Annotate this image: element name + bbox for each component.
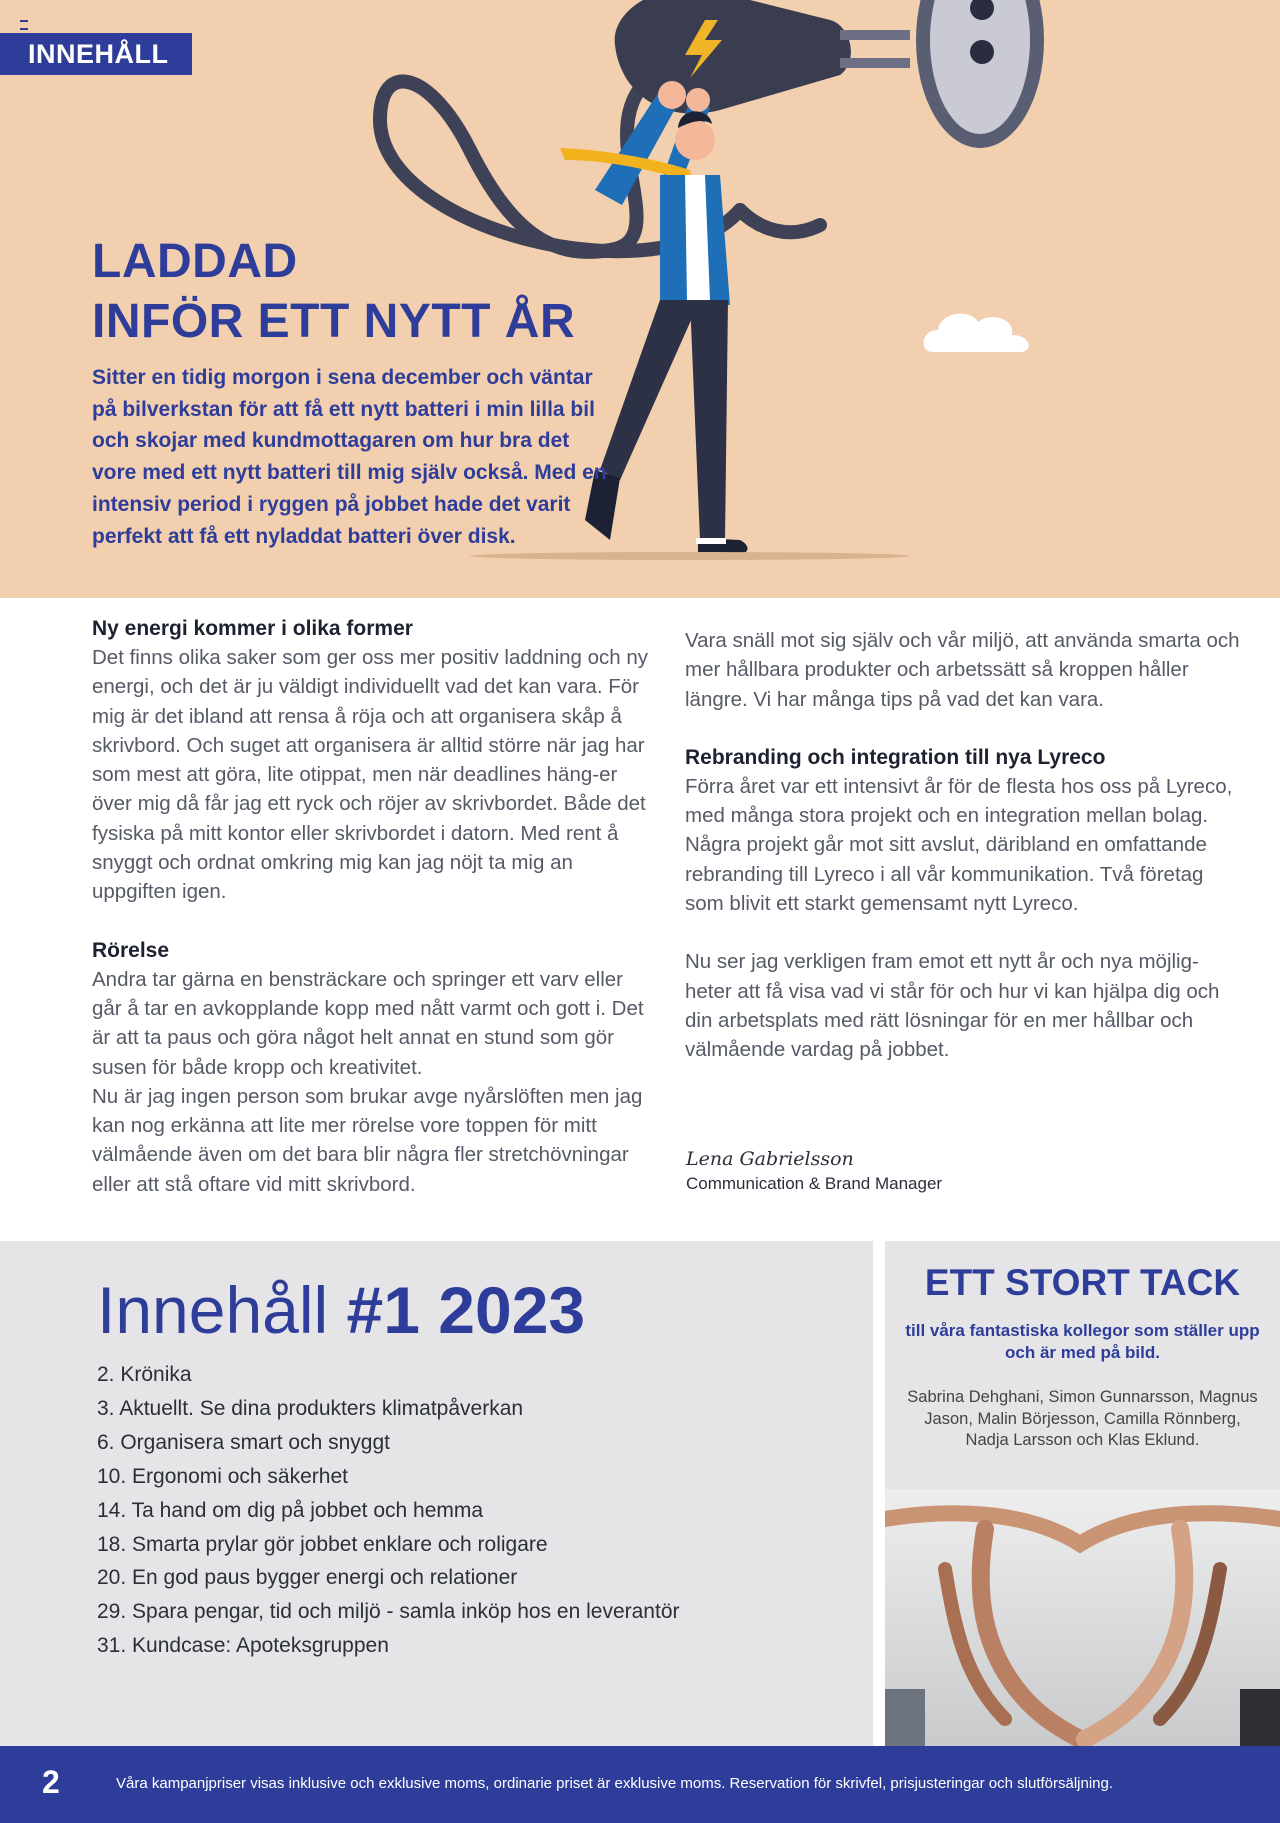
hero-section (0, 0, 1280, 598)
paragraph-be-kind: Vara snäll mot sig själv och vår miljö, att använda smarta och mer hållbara produkter och arbetssätt så kroppen håller längre. Vi har många tips på vad det kan vara. (685, 629, 1240, 711)
thanks-subtitle: till våra fantastiska kollegor som ställer upp och är med på bild. (905, 1321, 1260, 1362)
toc-item[interactable]: 29. Spara pengar, tid och miljö - samla inköp hos en leverantör (97, 1600, 680, 1624)
toc-item[interactable]: 20. En god paus bygger energi och relationer (97, 1566, 518, 1590)
section-tag: INNEHÅLL (0, 33, 192, 75)
toc-item[interactable]: 14. Ta hand om dig på jobbet och hemma (97, 1498, 484, 1522)
article-column-right (685, 626, 1245, 1065)
heading-movement: Rörelse (92, 938, 170, 962)
paragraph-new-year: Nu ser jag verkligen fram emot ett nytt år och nya möjlig-heter att få visa vad vi står för och hur vi kan hjälpa dig och din arbetsplats med rätt lösningar för en mer hållbar och välmående vardag på jobbet. (685, 950, 1220, 1062)
toc-item[interactable]: 10. Ergonomi och säkerhet (97, 1464, 348, 1488)
paragraph-resolutions: Nu är jag ingen person som brukar avge nyårslöften men jag kan nog erkänna att lite mer rörelse vore toppen för mitt välmående även om det bara blir några fler stretchövningar eller att stå oftare vid mitt skrivbord. (92, 1084, 643, 1196)
paragraph-movement: Andra tar gärna en bensträckare och springer ett varv eller går å tar en avkopplande kopp med nått varmt och gott i. Det är att ta paus och göra något helt annat en stund som gör susen för både kropp och kreativitet. (92, 967, 644, 1079)
heading-new-energy: Ny energi kommer i olika former (92, 617, 413, 640)
toc-title (97, 1272, 585, 1348)
toc-title-light: Innehåll (97, 1273, 329, 1347)
article-column-left (92, 614, 652, 1199)
toc-item[interactable]: 31. Kundcase: Apoteksgruppen (97, 1634, 389, 1658)
author-role: Communication & Brand Manager (686, 1174, 943, 1193)
thanks-names: Sabrina Dehghani, Simon Gunnarsson, Magnus Jason, Malin Börjesson, Camilla Rönnberg, Nadja Larsson och Klas Eklund. (907, 1388, 1258, 1449)
thanks-panel (885, 1241, 1280, 1746)
heading-rebranding: Rebranding och integration till nya Lyreco (685, 745, 1106, 769)
toc-item[interactable]: 3. Aktuellt. Se dina produkters klimatpåverkan (97, 1396, 524, 1420)
hero-title-line2: INFÖR ETT NYTT ÅR (92, 295, 576, 348)
page-number: 2 (42, 1764, 60, 1800)
footer-disclaimer: Våra kampanjpriser visas inklusive och exklusive moms, ordinarie priset är exklusive moms. Reservation för skrivfel, prisjusteringar och slutförsäljning. (116, 1775, 1114, 1792)
toc-item[interactable]: 6. Organisera smart och snyggt (97, 1430, 390, 1454)
toc-list (97, 1358, 680, 1663)
footer (0, 1746, 1280, 1823)
toc-item[interactable]: 18. Smarta prylar gör jobbet enklare och roligare (97, 1532, 548, 1556)
menu-mark-icon (20, 20, 28, 30)
paragraph-rebranding: Förra året var ett intensivt år för de flesta hos oss på Lyreco, med många stora projekt och en integration mellan bolag. Några projekt går mot sitt avslut, däribland en omfattande rebranding till Lyreco i all vår kommunikation. Två företag som blivit ett starkt gemensamt nytt Lyreco. (685, 774, 1233, 916)
hero-lead: Sitter en tidig morgon i sena december och väntar på bilverkstan för att få ett nytt batteri i min lilla bil och skojar med kundmottagaren om hur bra det vore med ett nytt batteri till mig själv också. Med en intensiv period i ryggen på jobbet hade det varit perfekt att få ett nyladdat batteri över disk. (92, 366, 607, 548)
thanks-title: ETT STORT TACK (924, 1262, 1241, 1303)
hero-title-line1: LADDAD (92, 235, 298, 288)
hero-title (92, 232, 575, 352)
toc-item[interactable]: 2. Krönika (97, 1363, 192, 1386)
author-signature: Lena Gabrielsson (686, 1148, 854, 1170)
heart-hands-photo (885, 1489, 1280, 1746)
toc-title-bold: #1 2023 (346, 1273, 586, 1347)
paragraph-new-energy: Det finns olika saker som ger oss mer positiv laddning och ny energi, och det är ju väldigt individuellt vad det kan vara. För mig är det ibland att rensa å röja och att organisera skåp å skrivbord. Och suget att organisera är alltid större när jag har som mest att göra, lite otippat, men när deadlines häng-er över mig då får jag ett ryck och röjer av skrivbordet. Både det fysiska på mitt kontor eller skrivbordet i datorn. Med rent å snyggt och ordnat omkring mig kan jag nöjt ta mig an uppgiften igen. (92, 646, 649, 904)
